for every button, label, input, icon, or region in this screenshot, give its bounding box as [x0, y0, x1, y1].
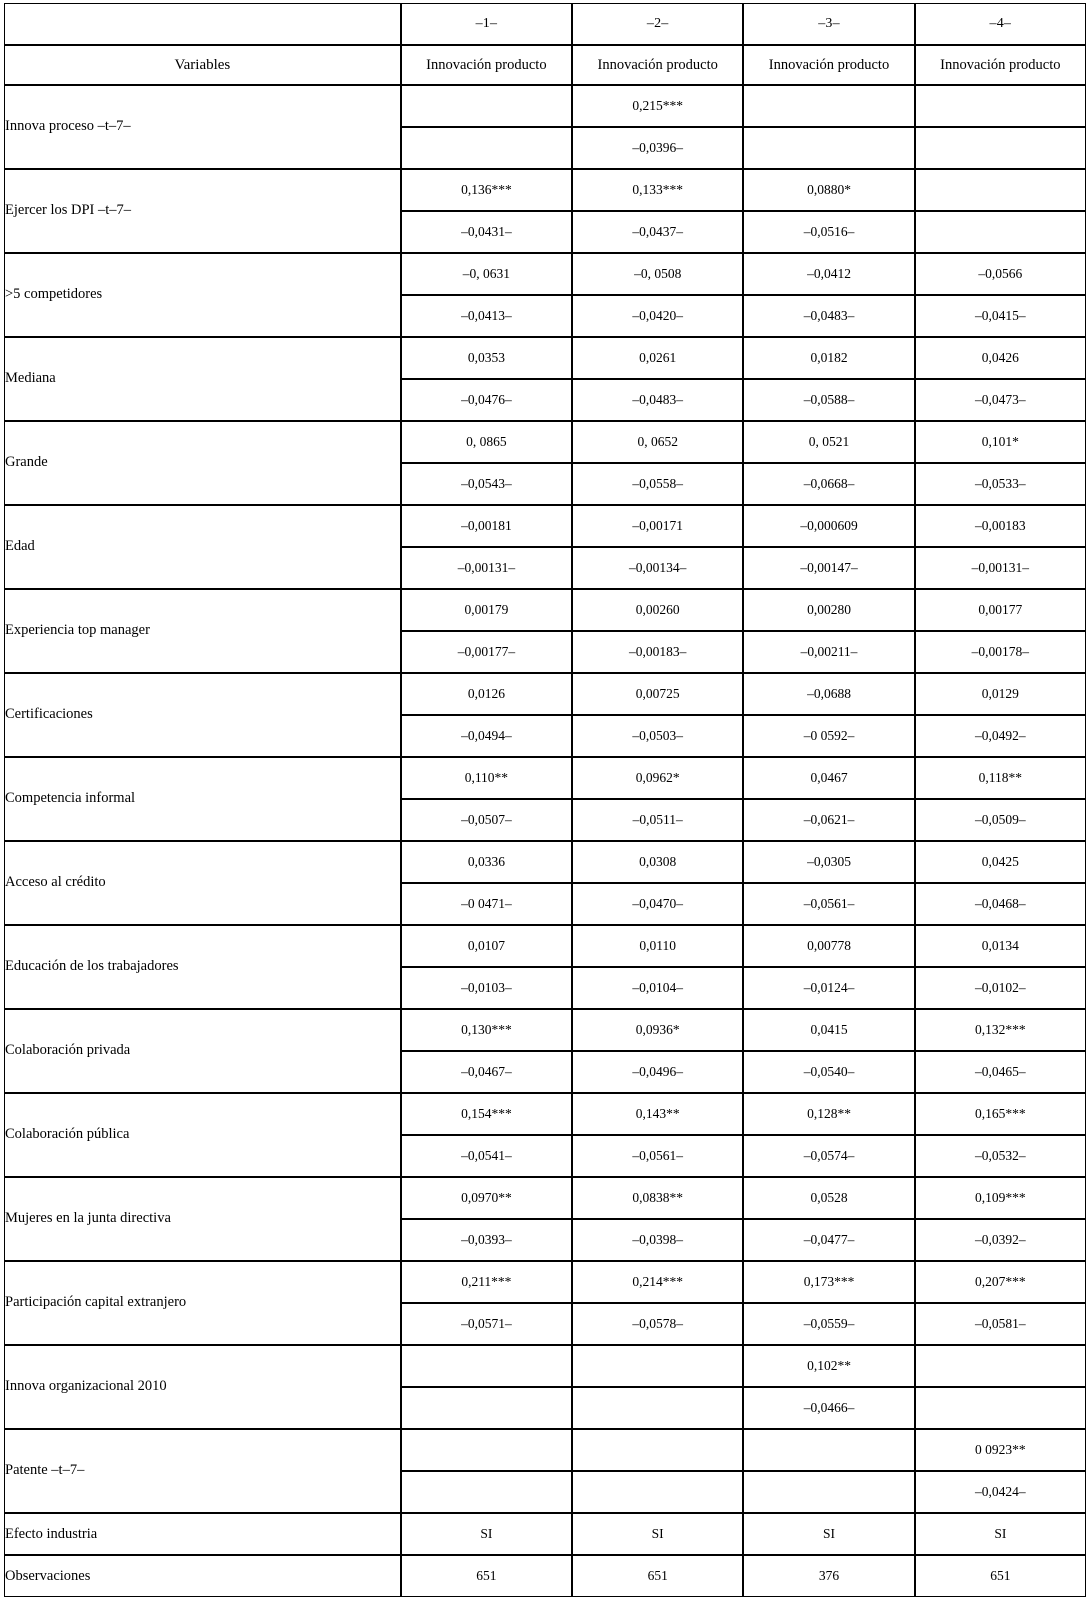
standard-error-value: –0,0533–: [915, 463, 1086, 505]
coefficient-value: 0,00179: [401, 589, 572, 631]
coefficient-value: 0,0415: [743, 1009, 914, 1051]
coefficient-value: 0,130***: [401, 1009, 572, 1051]
coefficient-value: –0,00181: [401, 505, 572, 547]
coefficient-value: 0,0261: [572, 337, 743, 379]
coefficient-value: 0,143**: [572, 1093, 743, 1135]
coefficient-value: [401, 1429, 572, 1471]
coefficient-value: [915, 1345, 1086, 1387]
variable-label: >5 competidores: [4, 253, 401, 337]
variable-label: Educación de los trabajadores: [4, 925, 401, 1009]
standard-error-value: –0,00183–: [572, 631, 743, 673]
coefficient-value: [915, 85, 1086, 127]
coefficient-value: 0,133***: [572, 169, 743, 211]
standard-error-value: –0,0532–: [915, 1135, 1086, 1177]
standard-error-value: –0,00134–: [572, 547, 743, 589]
coefficient-value: 0,136***: [401, 169, 572, 211]
coefficient-value: 0,173***: [743, 1261, 914, 1303]
variable-label: Competencia informal: [4, 757, 401, 841]
header-model-number-1: –1–: [401, 3, 572, 45]
standard-error-value: –0,0467–: [401, 1051, 572, 1093]
standard-error-value: [401, 1471, 572, 1513]
standard-error-value: –0,00147–: [743, 547, 914, 589]
standard-error-value: –0,00131–: [401, 547, 572, 589]
variable-label: Mediana: [4, 337, 401, 421]
header-model-number-3: –3–: [743, 3, 914, 45]
standard-error-value: [401, 1387, 572, 1429]
coefficient-value: [915, 169, 1086, 211]
coefficient-value: 0,214***: [572, 1261, 743, 1303]
standard-error-value: –0,0581–: [915, 1303, 1086, 1345]
coefficient-value: 0,101*: [915, 421, 1086, 463]
standard-error-value: –0,0431–: [401, 211, 572, 253]
table-row: [4, 1009, 1086, 1051]
standard-error-value: –0,0509–: [915, 799, 1086, 841]
standard-error-value: –0,0558–: [572, 463, 743, 505]
standard-error-value: –0,0420–: [572, 295, 743, 337]
regression-results-table: [4, 3, 1086, 1597]
standard-error-value: –0,0437–: [572, 211, 743, 253]
standard-error-value: –0,0103–: [401, 967, 572, 1009]
coefficient-value: 0,132***: [915, 1009, 1086, 1051]
coefficient-value: 0,00280: [743, 589, 914, 631]
coefficient-value: 0,118**: [915, 757, 1086, 799]
standard-error-value: –0,0413–: [401, 295, 572, 337]
coefficient-value: 0,0107: [401, 925, 572, 967]
standard-error-value: –0,0541–: [401, 1135, 572, 1177]
standard-error-value: –0,0503–: [572, 715, 743, 757]
coefficient-value: [572, 1429, 743, 1471]
standard-error-value: –0,0561–: [572, 1135, 743, 1177]
standard-error-value: –0,0465–: [915, 1051, 1086, 1093]
table-row: [4, 589, 1086, 631]
table-row: [4, 253, 1086, 295]
table-row: [4, 85, 1086, 127]
coefficient-value: [743, 85, 914, 127]
header-model-number-4: –4–: [915, 3, 1086, 45]
coefficient-value: 0,0129: [915, 673, 1086, 715]
standard-error-value: –0,0393–: [401, 1219, 572, 1261]
coefficient-value: 0,00778: [743, 925, 914, 967]
coefficient-value: 0, 0652: [572, 421, 743, 463]
variable-label: Mujeres en la junta directiva: [4, 1177, 401, 1261]
table-row: [4, 505, 1086, 547]
coefficient-value: –0,00183: [915, 505, 1086, 547]
coefficient-value: –0,000609: [743, 505, 914, 547]
table-row: [4, 673, 1086, 715]
coefficient-value: 0,109***: [915, 1177, 1086, 1219]
footer-value: SI: [915, 1513, 1086, 1555]
standard-error-value: –0,00177–: [401, 631, 572, 673]
coefficient-value: –0,0412: [743, 253, 914, 295]
standard-error-value: –0,0424–: [915, 1471, 1086, 1513]
standard-error-value: [401, 127, 572, 169]
header-row-column-titles: [4, 45, 1086, 85]
standard-error-value: –0,0621–: [743, 799, 914, 841]
coefficient-value: 0,0467: [743, 757, 914, 799]
standard-error-value: –0,0492–: [915, 715, 1086, 757]
coefficient-value: 0,102**: [743, 1345, 914, 1387]
coefficient-value: –0,0305: [743, 841, 914, 883]
standard-error-value: –0,0511–: [572, 799, 743, 841]
coefficient-value: 0,00725: [572, 673, 743, 715]
header-dependent-variable-1: Innovación producto: [401, 45, 572, 85]
coefficient-value: 0, 0865: [401, 421, 572, 463]
standard-error-value: –0,0476–: [401, 379, 572, 421]
coefficient-value: 0,0528: [743, 1177, 914, 1219]
standard-error-value: –0,0415–: [915, 295, 1086, 337]
variable-label: Acceso al crédito: [4, 841, 401, 925]
footer-value: SI: [572, 1513, 743, 1555]
standard-error-value: –0,0540–: [743, 1051, 914, 1093]
header-dependent-variable-4: Innovación producto: [915, 45, 1086, 85]
standard-error-value: –0,0124–: [743, 967, 914, 1009]
standard-error-value: –0,0559–: [743, 1303, 914, 1345]
standard-error-value: –0 0471–: [401, 883, 572, 925]
standard-error-value: –0,00131–: [915, 547, 1086, 589]
standard-error-value: –0,0398–: [572, 1219, 743, 1261]
header-row-model-numbers: [4, 3, 1086, 45]
standard-error-value: –0 0592–: [743, 715, 914, 757]
variable-label: Colaboración privada: [4, 1009, 401, 1093]
standard-error-value: [915, 211, 1086, 253]
footer-label: Observaciones: [4, 1555, 401, 1597]
coefficient-value: 0 0923**: [915, 1429, 1086, 1471]
variable-label: Innova proceso –t–7–: [4, 85, 401, 169]
footer-value: SI: [743, 1513, 914, 1555]
coefficient-value: 0,128**: [743, 1093, 914, 1135]
header-dependent-variable-3: Innovación producto: [743, 45, 914, 85]
standard-error-value: –0,0392–: [915, 1219, 1086, 1261]
footer-value: 651: [401, 1555, 572, 1597]
table-row: [4, 1345, 1086, 1387]
coefficient-value: 0, 0521: [743, 421, 914, 463]
coefficient-value: 0,110**: [401, 757, 572, 799]
coefficient-value: 0,0426: [915, 337, 1086, 379]
coefficient-value: 0,0425: [915, 841, 1086, 883]
coefficient-value: 0,0182: [743, 337, 914, 379]
coefficient-value: 0,0838**: [572, 1177, 743, 1219]
coefficient-value: [572, 1345, 743, 1387]
variable-label: Patente –t–7–: [4, 1429, 401, 1513]
table-row: [4, 169, 1086, 211]
standard-error-value: –0,0578–: [572, 1303, 743, 1345]
footer-value: 651: [572, 1555, 743, 1597]
coefficient-value: 0,0936*: [572, 1009, 743, 1051]
coefficient-value: 0,0353: [401, 337, 572, 379]
coefficient-value: 0,207***: [915, 1261, 1086, 1303]
coefficient-value: 0,0110: [572, 925, 743, 967]
footer-value: 376: [743, 1555, 914, 1597]
standard-error-value: –0,0507–: [401, 799, 572, 841]
variable-label: Ejercer los DPI –t–7–: [4, 169, 401, 253]
standard-error-value: –0,0470–: [572, 883, 743, 925]
table-row: [4, 421, 1086, 463]
standard-error-value: –0,00211–: [743, 631, 914, 673]
standard-error-value: –0,0102–: [915, 967, 1086, 1009]
variable-label: Grande: [4, 421, 401, 505]
standard-error-value: –0,0668–: [743, 463, 914, 505]
coefficient-value: [743, 1429, 914, 1471]
footer-value: SI: [401, 1513, 572, 1555]
table-row: [4, 1177, 1086, 1219]
table-row: [4, 1093, 1086, 1135]
coefficient-value: 0,0962*: [572, 757, 743, 799]
standard-error-value: –0,0466–: [743, 1387, 914, 1429]
variable-label: Participación capital extranjero: [4, 1261, 401, 1345]
standard-error-value: –0,0494–: [401, 715, 572, 757]
variable-label: Certificaciones: [4, 673, 401, 757]
standard-error-value: –0,0588–: [743, 379, 914, 421]
header-variables-label: Variables: [4, 45, 401, 85]
variable-label: Experiencia top manager: [4, 589, 401, 673]
coefficient-value: [401, 1345, 572, 1387]
table-row: [4, 1261, 1086, 1303]
standard-error-value: –0,0543–: [401, 463, 572, 505]
standard-error-value: –0,0516–: [743, 211, 914, 253]
coefficient-value: 0,0126: [401, 673, 572, 715]
header-model-number-2: –2–: [572, 3, 743, 45]
coefficient-value: 0,00177: [915, 589, 1086, 631]
standard-error-value: –0,0496–: [572, 1051, 743, 1093]
standard-error-value: –0,00178–: [915, 631, 1086, 673]
standard-error-value: –0,0561–: [743, 883, 914, 925]
coefficient-value: 0,211***: [401, 1261, 572, 1303]
standard-error-value: –0,0483–: [743, 295, 914, 337]
standard-error-value: [572, 1471, 743, 1513]
footer-label: Efecto industria: [4, 1513, 401, 1555]
coefficient-value: –0,0566: [915, 253, 1086, 295]
standard-error-value: –0,0574–: [743, 1135, 914, 1177]
standard-error-value: –0,0571–: [401, 1303, 572, 1345]
table-row: [4, 841, 1086, 883]
coefficient-value: 0,0308: [572, 841, 743, 883]
header-dependent-variable-2: Innovación producto: [572, 45, 743, 85]
table-row: [4, 925, 1086, 967]
standard-error-value: [572, 1387, 743, 1429]
table-footer-row: [4, 1513, 1086, 1555]
coefficient-value: 0,0880*: [743, 169, 914, 211]
coefficient-value: –0,00171: [572, 505, 743, 547]
coefficient-value: –0, 0631: [401, 253, 572, 295]
variable-label: Colaboración pública: [4, 1093, 401, 1177]
standard-error-value: –0,0468–: [915, 883, 1086, 925]
coefficient-value: 0,0336: [401, 841, 572, 883]
standard-error-value: [743, 1471, 914, 1513]
standard-error-value: –0,0483–: [572, 379, 743, 421]
coefficient-value: 0,215***: [572, 85, 743, 127]
coefficient-value: 0,0970**: [401, 1177, 572, 1219]
table-footer-row: [4, 1555, 1086, 1597]
standard-error-value: [915, 127, 1086, 169]
coefficient-value: 0,0134: [915, 925, 1086, 967]
standard-error-value: –0,0104–: [572, 967, 743, 1009]
coefficient-value: –0, 0508: [572, 253, 743, 295]
standard-error-value: –0,0477–: [743, 1219, 914, 1261]
standard-error-value: –0,0473–: [915, 379, 1086, 421]
standard-error-value: –0,0396–: [572, 127, 743, 169]
variable-label: Edad: [4, 505, 401, 589]
standard-error-value: [915, 1387, 1086, 1429]
footer-value: 651: [915, 1555, 1086, 1597]
coefficient-value: 0,165***: [915, 1093, 1086, 1135]
coefficient-value: 0,154***: [401, 1093, 572, 1135]
standard-error-value: [743, 127, 914, 169]
coefficient-value: [401, 85, 572, 127]
table-row: [4, 757, 1086, 799]
table-row: [4, 1429, 1086, 1471]
coefficient-value: –0,0688: [743, 673, 914, 715]
variable-label: Innova organizacional 2010: [4, 1345, 401, 1429]
coefficient-value: 0,00260: [572, 589, 743, 631]
table-row: [4, 337, 1086, 379]
header-corner-blank: [4, 3, 401, 45]
